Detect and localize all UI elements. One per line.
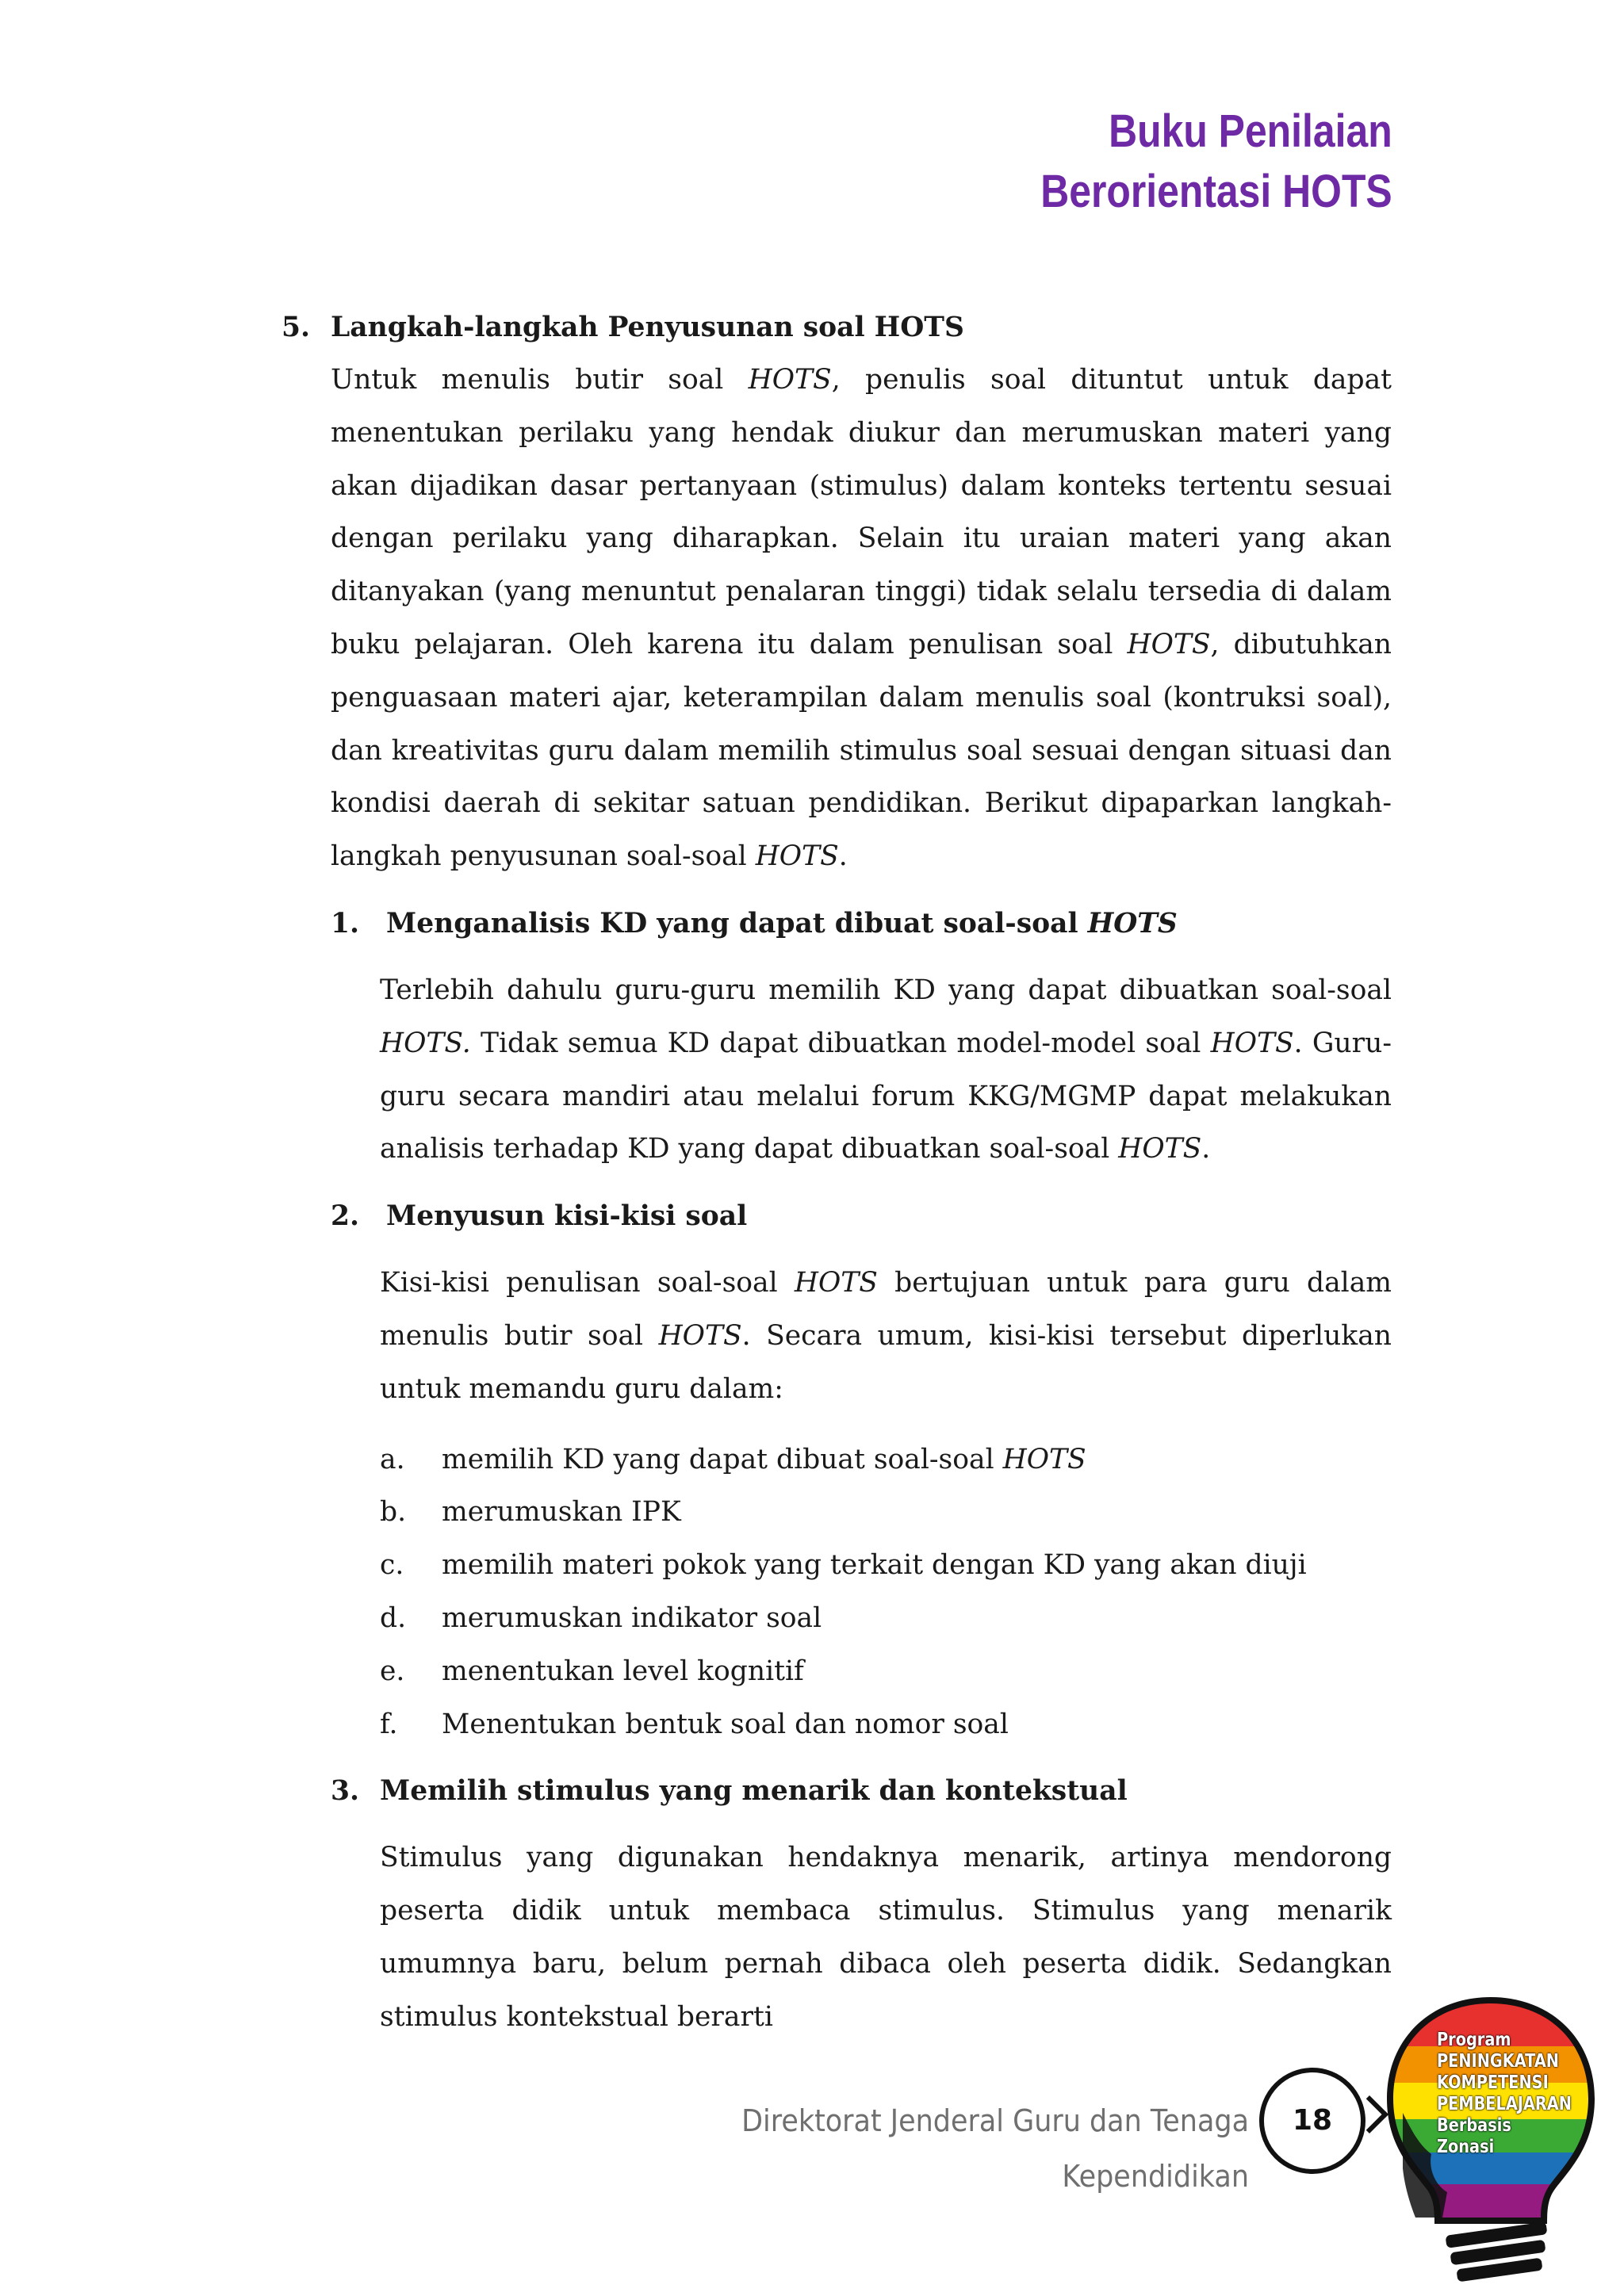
step-2-number: 2. (331, 1200, 360, 1233)
step-2-list (380, 1433, 1392, 1751)
running-header (1041, 101, 1392, 222)
list-item (380, 1645, 1392, 1698)
logo-line: Program (1437, 2030, 1511, 2050)
list-text: merumuskan indikator soal (442, 1601, 822, 1634)
step-1-number: 1. (331, 907, 360, 939)
list-letter: b. (380, 1496, 407, 1529)
step-2-body: Kisi-kisi penulisan soal-soal HOTS bertujuan untuk para guru dalam menulis butir soal HOTS. Secara umum, kisi-kisi tersebut diperlukan untuk memandu guru dalam: (380, 1267, 1392, 1405)
logo-line: PEMBELAJARAN (1437, 2094, 1572, 2114)
list-letter: d. (380, 1601, 407, 1634)
section-number: 5. (282, 312, 311, 343)
step-2-heading (331, 1190, 1392, 1242)
main-content (282, 301, 1392, 2044)
step-3-heading (331, 1765, 1392, 1817)
page-number: 18 (1259, 2068, 1365, 2174)
section-title: Langkah-langkah Penyusunan soal HOTS (331, 312, 964, 343)
logo-line: Berbasis (1437, 2115, 1511, 2136)
step-3-title: Memilih stimulus yang menarik dan kontekstual (380, 1775, 1128, 1808)
list-item (380, 1486, 1392, 1539)
footer-text: Direktorat Jenderal Guru dan Tenaga Kependidikan (741, 2103, 1249, 2194)
list-item (380, 1433, 1392, 1487)
list-item (380, 1539, 1392, 1592)
list-letter: e. (380, 1655, 405, 1687)
list-text: memilih materi pokok yang terkait dengan KD yang akan diuji (442, 1549, 1307, 1582)
logo-text (1437, 2030, 1572, 2158)
list-item (380, 1592, 1392, 1645)
step-2-title: Menyusun kisi-kisi soal (386, 1200, 748, 1233)
list-text: merumuskan IPK (442, 1496, 681, 1529)
list-text: memilih KD yang dapat dibuat soal-soal HOTS (442, 1443, 1086, 1475)
step-1-title: Menganalisis KD yang dapat dibuat soal-soal HOTS (386, 907, 1178, 939)
logo-line: KOMPETENSI (1437, 2072, 1549, 2093)
logo-line: PENINGKATAN (1437, 2051, 1559, 2072)
list-letter: c. (380, 1549, 404, 1582)
step-1-body: Terlebih dahulu guru-guru memilih KD yang dapat dibuatkan soal-soal HOTS. Tidak semua KD dapat dibuatkan model-model soal HOTS. Guru-guru secara mandiri atau melalui forum KKG/MGMP dapat melakukan analisis terhadap KD yang dapat dibuatkan soal-soal HOTS. (380, 974, 1392, 1165)
header-line-2: Berorientasi HOTS (1040, 166, 1392, 217)
section-heading (282, 301, 1392, 354)
header-line-1: Buku Penilaian (1109, 105, 1392, 157)
list-letter: a. (380, 1443, 405, 1475)
list-letter: f. (380, 1708, 398, 1740)
step-1-heading (331, 897, 1392, 950)
logo-line: Zonasi (1437, 2137, 1495, 2157)
section-intro: Untuk menulis butir soal HOTS, penulis soal dituntut untuk dapat menentukan perilaku yang hendak diukur dan merumuskan materi yang akan dijadikan dasar pertanyaan (stimulus) dalam konteks tertentu sesuai dengan perilaku yang diharapkan. Selain itu uraian materi yang akan ditanyakan (yang menuntut penalaran tinggi) tidak selalu tersedia di dalam buku pelajaran. Oleh karena itu dalam penulisan soal HOTS, dibutuhkan penguasaan materi ajar, keterampilan dalam menulis soal (kontruksi soal), dan kreativitas guru dalam memilih stimulus soal sesuai dengan situasi dan kondisi daerah di sekitar satuan pendidikan. Berikut dipaparkan langkah-langkah penyusunan soal-soal HOTS. (331, 364, 1392, 873)
step-3-body: Stimulus yang digunakan hendaknya menarik, artinya mendorong peserta didik untuk membaca stimulus. Stimulus yang menarik umumnya baru, belum pernah dibaca oleh peserta didik. Sedangkan stimulus kontekstual berarti (380, 1842, 1392, 2033)
step-3-number: 3. (331, 1775, 360, 1808)
bulb-screw-base (1446, 2221, 1548, 2282)
list-text: menentukan level kognitif (442, 1655, 804, 1687)
list-text: Menentukan bentuk soal dan nomor soal (442, 1708, 1009, 1740)
list-item (380, 1698, 1392, 1751)
